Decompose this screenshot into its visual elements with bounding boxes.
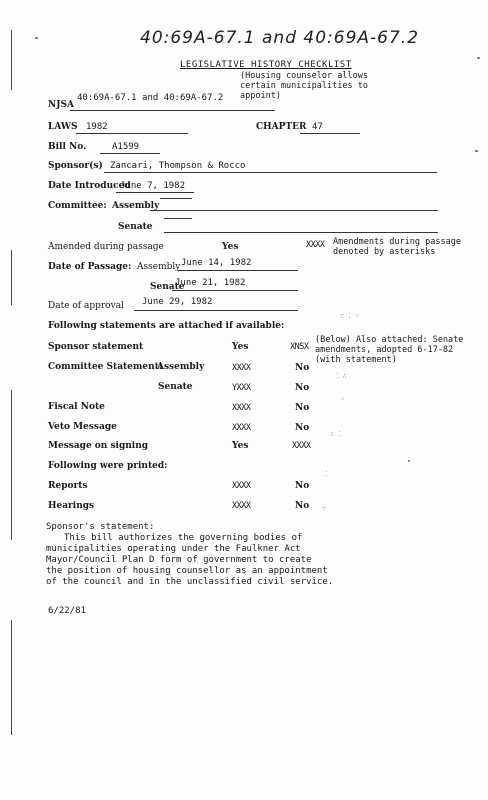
passage-assembly-label: Assembly <box>137 262 181 272</box>
passage-label: Date of Passage: <box>48 262 132 272</box>
row-no: XXXX <box>292 441 311 451</box>
row-no: No <box>295 423 310 433</box>
committee-assembly-label: Assembly <box>112 201 160 211</box>
sponsor-value: Zancari, Thompson & Rocco <box>110 161 246 171</box>
statement-line: This bill authorizes the governing bodies of <box>64 533 303 543</box>
bill-label: Bill No. <box>48 142 87 152</box>
row-sub: Senate <box>158 382 193 392</box>
row-no: No <box>295 363 310 373</box>
row-yes: Yes <box>232 342 249 352</box>
statement-line: of the council and in the unclassified civil service. <box>46 577 334 587</box>
row-yes: XXXX <box>232 403 251 413</box>
printed-row-label: Reports <box>48 481 88 491</box>
punch-dot <box>475 150 478 152</box>
punch-dot <box>408 460 410 462</box>
attached-heading: Following statements are attached if available: <box>48 321 285 331</box>
passage-assembly-line <box>178 270 298 271</box>
row-no: No <box>295 403 310 413</box>
scan-noise: ∵ ⁚ ⁖ <box>340 312 359 320</box>
printed-row-no: No <box>295 501 310 511</box>
scan-noise: ∴ ⁚ <box>330 430 341 438</box>
row-sub: Assembly <box>157 362 205 372</box>
passage-senate-line <box>172 290 298 291</box>
printed-row-yes: XXXX <box>232 481 251 491</box>
document-heading: LEGISLATIVE HISTORY CHECKLIST <box>180 60 352 70</box>
chapter-value: 47 <box>312 122 323 132</box>
margin-mark <box>11 250 12 305</box>
row-yes: XXXX <box>232 423 251 433</box>
printed-row-label: Hearings <box>48 501 95 511</box>
passage-senate-date: June 21, 1982 <box>175 278 246 288</box>
footer-date: 6/22/81 <box>48 606 86 616</box>
printed-row-no: No <box>295 481 310 491</box>
statement-line: the position of housing counsellor as an appointment <box>46 566 328 576</box>
committee-senate-label: Senate <box>118 222 153 232</box>
margin-mark <box>11 390 12 540</box>
statement-line: Mayor/Council Plan D form of government to create <box>46 555 312 565</box>
senate-note: (Below) Also attached: Senate amendments, adopted 6-17-82 (with statement) <box>315 335 464 365</box>
passage-senate-label: Senate <box>150 282 185 292</box>
printed-row-yes: XXXX <box>232 501 251 511</box>
scan-noise: ⁖ <box>340 395 345 403</box>
chapter-label: CHAPTER <box>256 122 307 132</box>
row-label: Committee Statement: <box>48 362 163 372</box>
margin-mark <box>11 30 12 90</box>
bill-line <box>100 153 160 154</box>
sponsor-label: Sponsor(s) <box>48 161 103 171</box>
amended-label: Amended during passage <box>48 242 164 252</box>
committee-label: Committee: <box>48 201 107 211</box>
handwritten-title: 40:69A-67.1 and 40:69A-67.2 <box>140 28 420 48</box>
row-yes: Yes <box>232 441 249 451</box>
approval-label: Date of approval <box>48 301 124 311</box>
approval-line <box>134 310 298 311</box>
introduced-line <box>116 192 194 193</box>
committee-assembly-line <box>150 210 438 211</box>
laws-line <box>76 133 188 134</box>
amended-no-struck: XXXX <box>306 240 325 250</box>
introduced-label: Date Introduced <box>48 181 131 191</box>
statement-line: municipalities operating under the Faulkner Act <box>46 544 301 554</box>
row-no: No <box>295 383 310 393</box>
laws-value: 1982 <box>86 122 108 132</box>
scan-noise: ⁚ ∴ <box>336 372 347 380</box>
approval-value: June 29, 1982 <box>142 297 213 307</box>
introduced-value: June 7, 1982 <box>120 181 186 191</box>
scan-noise: ⁚ <box>325 470 328 478</box>
chapter-line <box>300 133 360 134</box>
row-yes: YXXX <box>232 383 251 393</box>
row-yes: XXXX <box>232 363 251 373</box>
row-label: Sponsor statement <box>48 342 144 352</box>
committee-senate-line <box>164 218 192 219</box>
statement-body <box>46 533 333 588</box>
amended-note: Amendments during passage denoted by asterisks <box>333 237 461 257</box>
heading-note: (Housing counselor allows certain municipalities to appoint) <box>240 71 368 101</box>
row-label: Veto Message <box>48 422 117 432</box>
statement-heading: Sponsor's statement: <box>46 522 155 532</box>
amended-yes: Yes <box>222 242 239 252</box>
row-label: Fiscal Note <box>48 402 105 412</box>
sponsor-line <box>104 172 437 173</box>
printed-heading: Following were printed: <box>48 461 168 471</box>
njsa-value: 40:69A-67.1 and 40:69A-67.2 <box>77 93 224 103</box>
scan-noise: ∵ <box>322 505 327 513</box>
passage-assembly-date: June 14, 1982 <box>181 258 252 268</box>
punch-dot <box>477 57 480 59</box>
laws-label: LAWS <box>48 122 78 132</box>
bill-value: A1599 <box>112 142 140 152</box>
row-no: XNSX <box>290 342 309 352</box>
njsa-label: NJSA <box>48 100 74 110</box>
committee-senate-line <box>164 232 438 233</box>
margin-mark <box>11 620 12 735</box>
committee-assembly-line <box>160 198 192 199</box>
punch-dot <box>35 37 38 39</box>
row-label: Message on signing <box>48 441 149 451</box>
njsa-line <box>70 110 275 111</box>
